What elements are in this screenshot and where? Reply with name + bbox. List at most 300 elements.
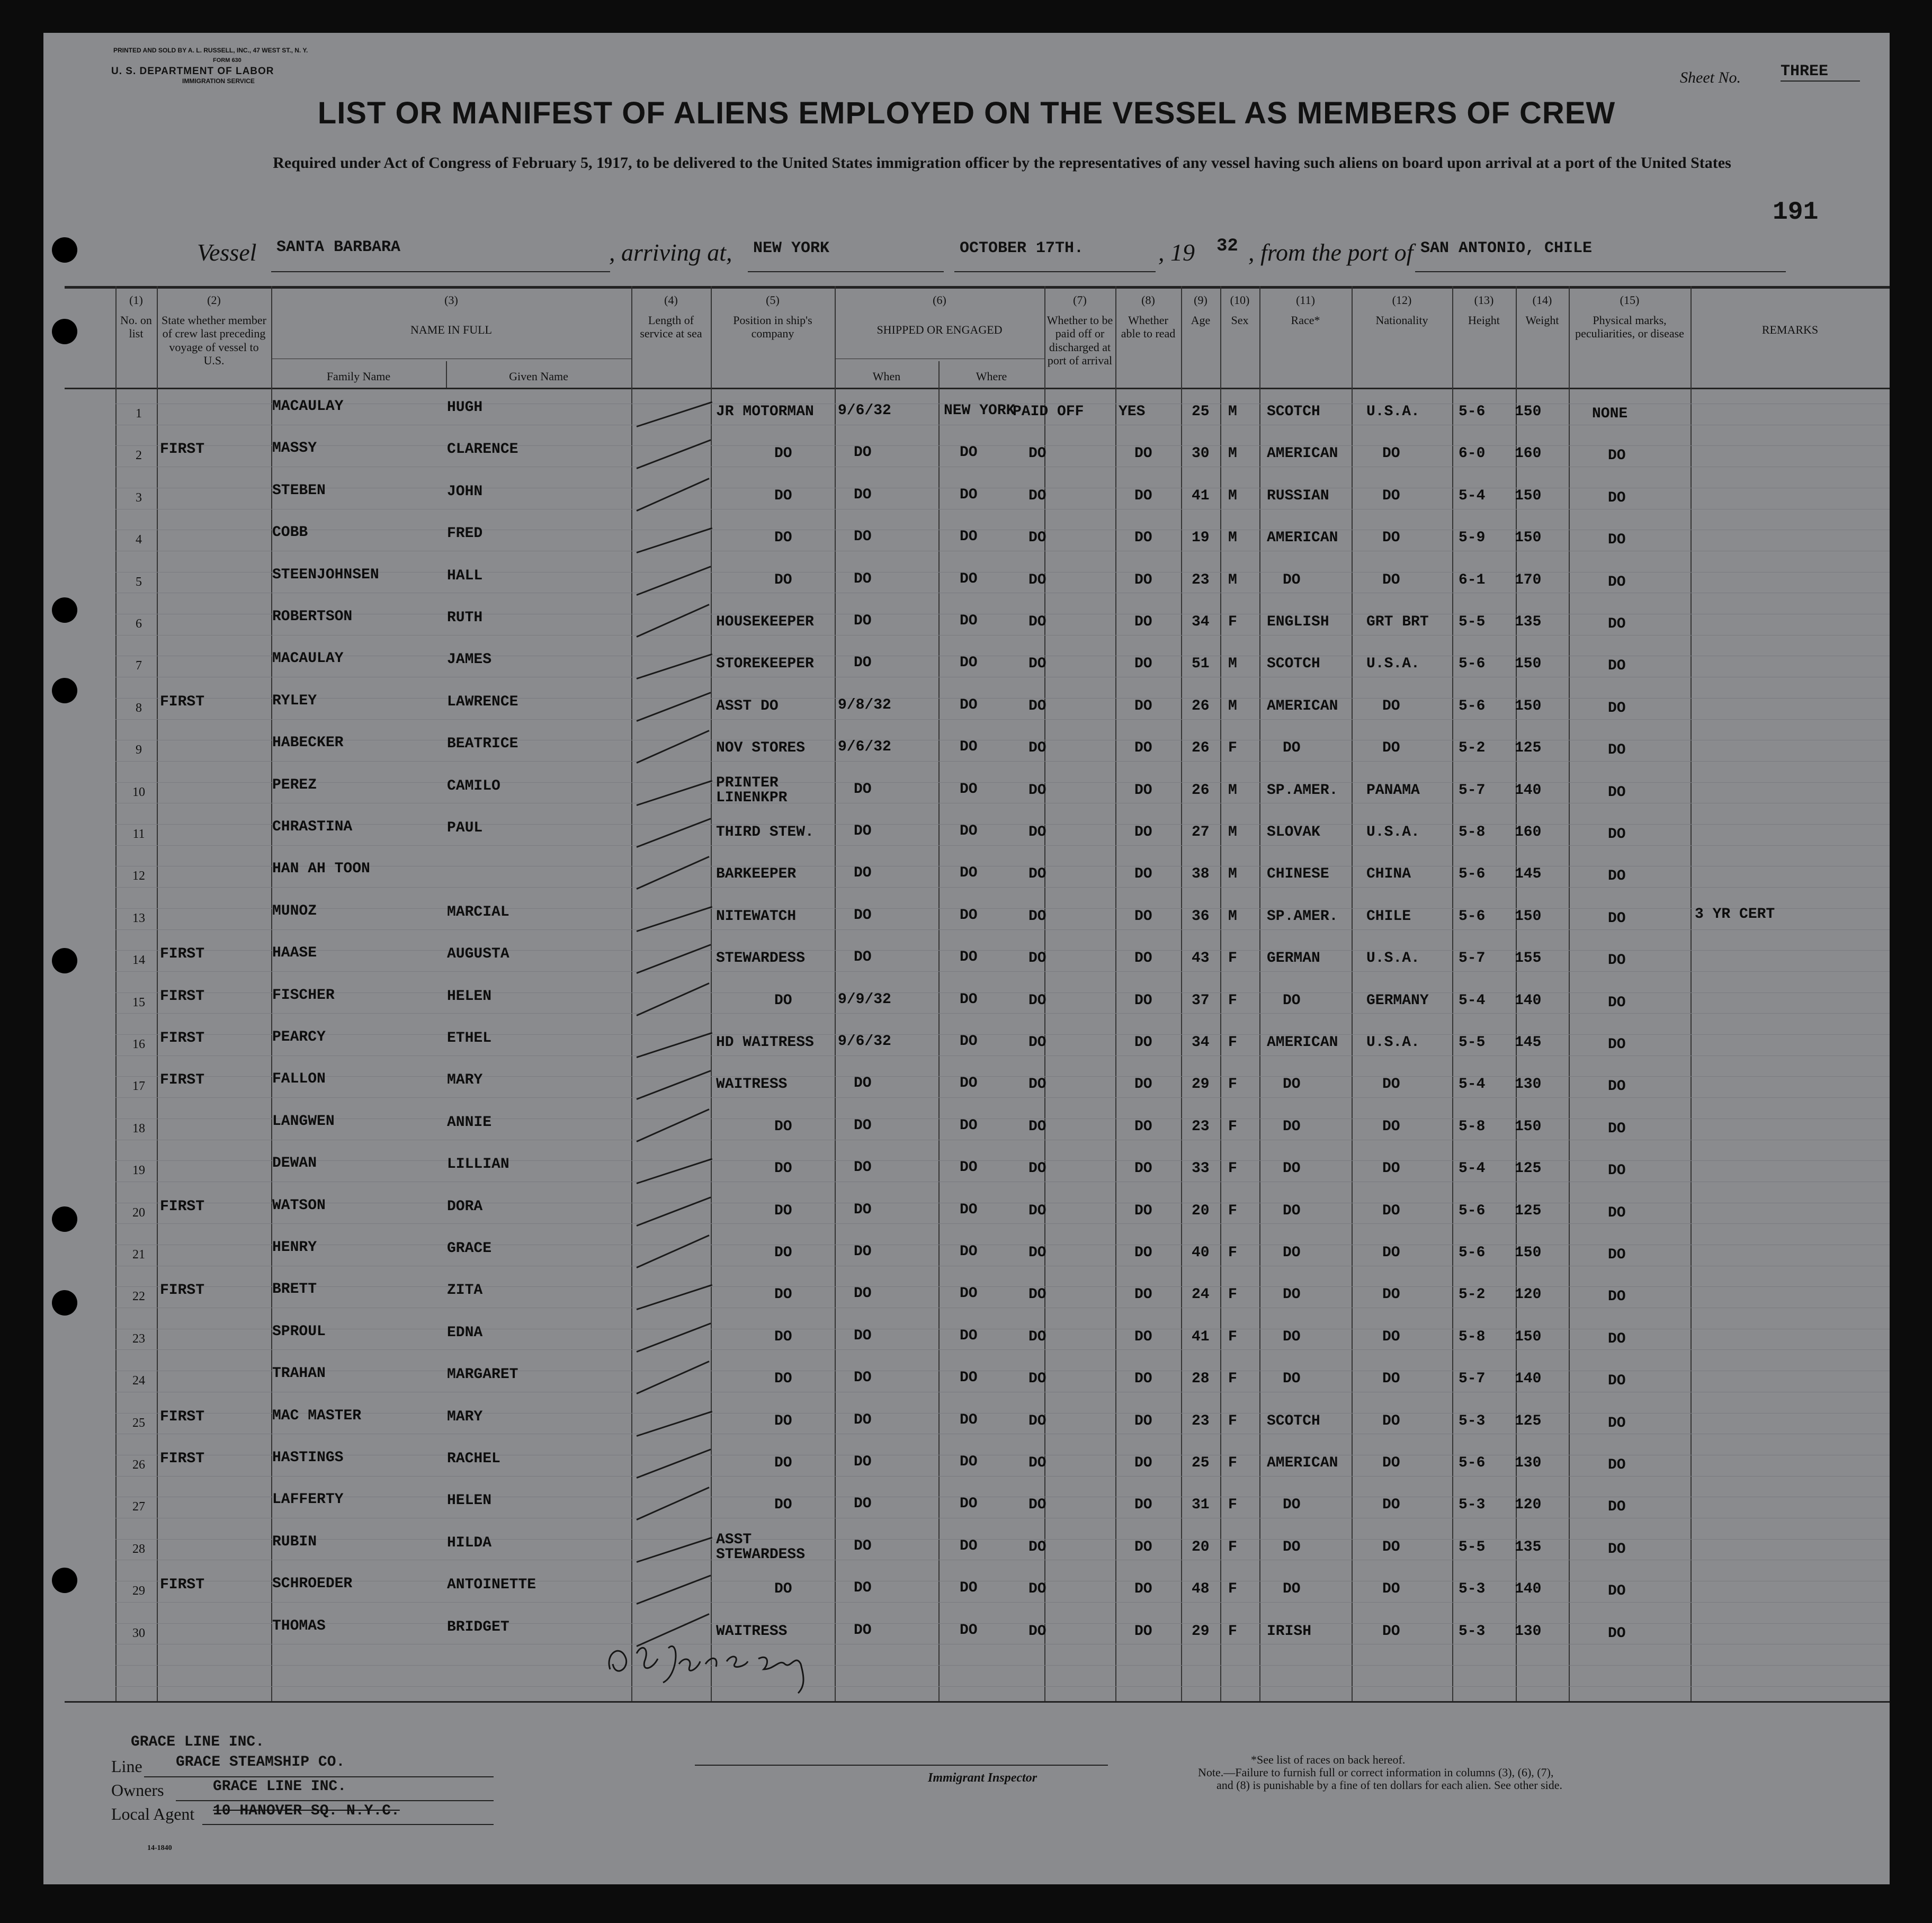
- cell-family: FISCHER: [272, 987, 335, 1004]
- cell-paid: DO: [1028, 571, 1046, 588]
- cell-height: 5-2: [1459, 1286, 1486, 1303]
- cell-read: DO: [1134, 1539, 1152, 1555]
- cell-pos: DO: [774, 530, 792, 547]
- column-number-13: (13): [1474, 293, 1494, 307]
- cell-age: 25: [1192, 1455, 1210, 1471]
- cell-weight: 150: [1515, 656, 1542, 673]
- cell-pos: WAITRESS: [716, 1076, 788, 1093]
- cell-height: 5-4: [1459, 1160, 1486, 1177]
- cell-marks: DO: [1608, 532, 1626, 549]
- cell-pos: THIRD STEW.: [716, 824, 814, 840]
- cell-weight: 150: [1515, 1118, 1542, 1135]
- form-code: 14-1840: [147, 1844, 172, 1852]
- cell-family: FALLON: [272, 1071, 326, 1088]
- cell-weight: 145: [1515, 1034, 1542, 1051]
- cell-race: DO: [1283, 1286, 1301, 1303]
- cell-height: 5-6: [1459, 1455, 1486, 1471]
- cell-paid: DO: [1028, 1497, 1046, 1514]
- row-number: 6: [136, 617, 142, 631]
- cell-marks: DO: [1608, 1289, 1626, 1305]
- cell-where: NEW YORK: [944, 403, 1015, 419]
- cell-when: DO: [854, 1159, 872, 1176]
- cell-height: 5-3: [1459, 1581, 1486, 1598]
- cell-marks: DO: [1608, 1373, 1626, 1390]
- cell-read: DO: [1134, 908, 1152, 925]
- cell-sex: F: [1228, 1371, 1237, 1388]
- cell-given: MARY: [447, 1408, 483, 1425]
- cell-marks: DO: [1608, 994, 1626, 1011]
- cell-height: 5-3: [1459, 1497, 1486, 1514]
- cell-where: DO: [960, 529, 978, 545]
- cell-weight: 150: [1515, 1328, 1542, 1345]
- cell-where: DO: [960, 444, 978, 461]
- cell-race: AMERICAN: [1267, 445, 1338, 462]
- cell-given: PAUL: [447, 820, 483, 836]
- cell-given: RUTH: [447, 610, 483, 626]
- cell-marks: DO: [1608, 574, 1626, 591]
- cell-marks: DO: [1608, 826, 1626, 843]
- service-tick: [636, 692, 711, 722]
- cell-read: DO: [1134, 614, 1152, 630]
- cell-given: DORA: [447, 1198, 483, 1215]
- cell-pos: NITEWATCH: [716, 908, 797, 925]
- cell-where: DO: [960, 823, 978, 839]
- row-number: 24: [132, 1374, 145, 1388]
- cell-where: DO: [960, 1244, 978, 1260]
- cell-height: 5-6: [1459, 866, 1486, 883]
- cell-age: 26: [1192, 782, 1210, 799]
- cell-weight: 130: [1515, 1455, 1542, 1471]
- cell-weight: 140: [1515, 1581, 1542, 1598]
- cell-marks: DO: [1608, 1457, 1626, 1473]
- page-subtitle: Required under Act of Congress of February 5, 1917, to be delivered to the United States immigration officer by the representatives of any vessel having such aliens on board upon arrival at a port of the United States: [273, 154, 1731, 172]
- cell-age: 26: [1192, 740, 1210, 757]
- service-tick: [636, 478, 709, 512]
- cell-nat: DO: [1382, 1497, 1400, 1514]
- cell-height: 5-5: [1459, 1034, 1486, 1051]
- cell-nat: DO: [1382, 445, 1400, 462]
- cell-given: GRACE: [447, 1240, 492, 1257]
- cell-paid: DO: [1028, 1371, 1046, 1388]
- cell-marks: DO: [1608, 742, 1626, 759]
- cell-race: DO: [1283, 1202, 1301, 1219]
- cell-prev: FIRST: [160, 441, 205, 458]
- cell-when: DO: [854, 1285, 872, 1302]
- cell-family: ROBERTSON: [272, 609, 353, 625]
- cell-when: 9/6/32: [838, 1033, 891, 1050]
- service-tick: [637, 906, 713, 932]
- cell-paid: DO: [1028, 1581, 1046, 1598]
- cell-pos: DO: [774, 1371, 792, 1388]
- cell-race: DO: [1283, 571, 1301, 588]
- column-header-13: Height: [1468, 314, 1500, 327]
- cell-marks: DO: [1608, 910, 1626, 927]
- row-number: 27: [132, 1500, 145, 1514]
- service-tick: [636, 1196, 711, 1227]
- column-number-1: (1): [129, 293, 143, 307]
- cell-sex: F: [1228, 1455, 1237, 1471]
- cell-family: WATSON: [272, 1197, 326, 1214]
- service-tick: [636, 604, 709, 638]
- cell-nat: CHILE: [1366, 908, 1411, 925]
- cell-sex: F: [1228, 1581, 1237, 1598]
- cell-age: 23: [1192, 1412, 1210, 1429]
- cell-height: 5-6: [1459, 908, 1486, 925]
- cell-nat: U.S.A.: [1366, 1034, 1420, 1051]
- cell-paid: DO: [1028, 445, 1046, 462]
- service-tick: [637, 1284, 713, 1310]
- cell-nat: DO: [1382, 1581, 1400, 1598]
- column-header-7: Whether to be paid off or discharged at port of arrival: [1046, 314, 1113, 367]
- cell-paid: DO: [1028, 1455, 1046, 1471]
- cell-weight: 170: [1515, 571, 1542, 588]
- cell-given: EDNA: [447, 1324, 483, 1341]
- cell-race: SLOVAK: [1267, 824, 1320, 840]
- cell-sex: F: [1228, 950, 1237, 967]
- cell-sex: F: [1228, 614, 1237, 630]
- cell-read: DO: [1134, 1202, 1152, 1219]
- footnote-penalty-1: Note.—Failure to furnish full or correct information in columns (3), (6), (7),: [1198, 1766, 1554, 1779]
- cell-when: DO: [854, 570, 872, 587]
- cell-race: DO: [1283, 1371, 1301, 1388]
- cell-where: DO: [960, 1327, 978, 1344]
- cell-height: 5-6: [1459, 1202, 1486, 1219]
- cell-marks: DO: [1608, 1541, 1626, 1558]
- cell-where: DO: [960, 1537, 978, 1554]
- cell-weight: 125: [1515, 740, 1542, 757]
- cell-pos: STOREKEEPER: [716, 656, 814, 673]
- cell-sex: M: [1228, 908, 1237, 925]
- cell-weight: 125: [1515, 1412, 1542, 1429]
- cell-age: 34: [1192, 614, 1210, 630]
- service-tick: [636, 944, 711, 974]
- row-number: 13: [132, 911, 145, 925]
- cell-height: 5-7: [1459, 782, 1486, 799]
- cell-when: DO: [854, 613, 872, 629]
- cell-race: DO: [1283, 1245, 1301, 1261]
- vessel-name: SANTA BARBARA: [276, 238, 401, 256]
- cell-paid: DO: [1028, 1412, 1046, 1429]
- row-number: 5: [136, 575, 142, 589]
- cell-family: HABECKER: [272, 735, 344, 752]
- cell-race: DO: [1283, 1328, 1301, 1345]
- cell-marks: DO: [1608, 616, 1626, 632]
- cell-given: MARCIAL: [447, 904, 509, 920]
- cell-paid: DO: [1028, 824, 1046, 840]
- cell-prev: FIRST: [160, 693, 205, 710]
- cell-weight: 125: [1515, 1160, 1542, 1177]
- cell-where: DO: [960, 739, 978, 756]
- cell-sex: M: [1228, 697, 1237, 714]
- column-header-3: NAME IN FULL: [410, 323, 492, 336]
- cell-read: DO: [1134, 950, 1152, 967]
- row-number: 8: [136, 701, 142, 715]
- cell-race: SCOTCH: [1267, 404, 1320, 420]
- cell-race: DO: [1283, 1539, 1301, 1555]
- subheader-family: Family Name: [326, 370, 391, 383]
- cell-age: 43: [1192, 950, 1210, 967]
- cell-weight: 150: [1515, 530, 1542, 547]
- agent-label: Local Agent: [111, 1804, 195, 1823]
- cell-read: DO: [1134, 656, 1152, 673]
- page-number: 191: [1773, 198, 1819, 227]
- cell-where: DO: [960, 1496, 978, 1513]
- cell-age: 34: [1192, 1034, 1210, 1051]
- row-number: 17: [132, 1079, 145, 1094]
- cell-given: ETHEL: [447, 1030, 492, 1047]
- cell-pos: DO: [774, 571, 792, 588]
- cell-height: 5-7: [1459, 950, 1486, 967]
- cell-pos: NOV STORES: [716, 740, 806, 757]
- cell-weight: 135: [1515, 614, 1542, 630]
- cell-family: PEREZ: [272, 776, 317, 793]
- cell-weight: 155: [1515, 950, 1542, 967]
- cell-prev: FIRST: [160, 1072, 205, 1089]
- cell-given: CLARENCE: [447, 441, 518, 458]
- service-tick: [637, 1537, 713, 1563]
- cell-read: DO: [1134, 1581, 1152, 1598]
- cell-read: YES: [1119, 404, 1146, 420]
- cell-nat: DO: [1382, 740, 1400, 757]
- cell-sex: F: [1228, 1034, 1237, 1051]
- cell-nat: DO: [1382, 530, 1400, 547]
- cell-paid: DO: [1028, 1202, 1046, 1219]
- cell-prev: FIRST: [160, 1030, 205, 1047]
- cell-nat: DO: [1382, 697, 1400, 714]
- cell-read: DO: [1134, 740, 1152, 757]
- sheet-label: Sheet No.: [1680, 69, 1741, 86]
- service-tick: [636, 1235, 709, 1268]
- page-title: LIST OR MANIFEST OF ALIENS EMPLOYED ON THE VESSEL AS MEMBERS OF CREW: [317, 96, 1616, 130]
- service-tick: [637, 1158, 713, 1184]
- cell-where: DO: [960, 696, 978, 713]
- cell-height: 5-8: [1459, 1118, 1486, 1135]
- cell-sex: F: [1228, 1497, 1237, 1514]
- owners-value: GRACE LINE INC.: [213, 1778, 347, 1795]
- cell-family: LANGWEN: [272, 1113, 335, 1130]
- cell-where: DO: [960, 1370, 978, 1387]
- cell-marks: DO: [1608, 700, 1626, 717]
- cell-weight: 140: [1515, 1371, 1542, 1388]
- cell-paid: DO: [1028, 530, 1046, 547]
- cell-weight: 160: [1515, 445, 1542, 462]
- cell-when: DO: [854, 444, 872, 461]
- column-header-16: REMARKS: [1761, 323, 1819, 336]
- cell-pos: DO: [774, 1160, 792, 1177]
- cell-when: DO: [854, 1580, 872, 1597]
- cell-sex: M: [1228, 656, 1237, 673]
- cell-race: DO: [1283, 1118, 1301, 1135]
- cell-race: RUSSIAN: [1267, 487, 1329, 504]
- cell-sex: F: [1228, 1286, 1237, 1303]
- column-header-10: Sex: [1231, 314, 1249, 327]
- cell-age: 23: [1192, 1118, 1210, 1135]
- row-number: 7: [136, 659, 142, 673]
- cell-race: DO: [1283, 740, 1301, 757]
- cell-paid: DO: [1028, 740, 1046, 757]
- row-number: 16: [132, 1037, 145, 1051]
- cell-pos: DO: [774, 1202, 792, 1219]
- cell-family: HASTINGS: [272, 1450, 344, 1466]
- cell-when: DO: [854, 781, 872, 798]
- cell-marks: DO: [1608, 1036, 1626, 1053]
- cell-nat: DO: [1382, 1412, 1400, 1429]
- cell-read: DO: [1134, 697, 1152, 714]
- cell-sex: F: [1228, 1539, 1237, 1555]
- cell-weight: 120: [1515, 1286, 1542, 1303]
- cell-weight: 130: [1515, 1076, 1542, 1093]
- cell-age: 41: [1192, 1328, 1210, 1345]
- cell-weight: 135: [1515, 1539, 1542, 1555]
- row-number: 25: [132, 1416, 145, 1430]
- cell-family: STEENJOHNSEN: [272, 566, 379, 583]
- cell-when: DO: [854, 1075, 872, 1092]
- cell-sex: M: [1228, 404, 1237, 420]
- service-tick: [636, 1070, 711, 1101]
- cell-where: DO: [960, 486, 978, 503]
- cell-age: 33: [1192, 1160, 1210, 1177]
- cell-given: ANNIE: [447, 1114, 492, 1131]
- cell-read: DO: [1134, 1455, 1152, 1471]
- cell-paid: DO: [1028, 1160, 1046, 1177]
- cell-paid: DO: [1028, 1034, 1046, 1051]
- cell-pos: BARKEEPER: [716, 866, 797, 883]
- cell-sex: F: [1228, 1160, 1237, 1177]
- vessel-label: Vessel: [197, 239, 257, 266]
- cell-sex: F: [1228, 1328, 1237, 1345]
- cell-pos: STEWARDESS: [716, 950, 806, 967]
- cell-where: DO: [960, 991, 978, 1008]
- cell-given: CAMILO: [447, 777, 500, 794]
- service-tick: [636, 1575, 711, 1605]
- cell-when: DO: [854, 865, 872, 882]
- column-header-12: Nationality: [1375, 314, 1428, 327]
- cell-height: 5-6: [1459, 697, 1486, 714]
- cell-height: 5-2: [1459, 740, 1486, 757]
- cell-given: HELEN: [447, 988, 492, 1005]
- cell-read: DO: [1134, 487, 1152, 504]
- column-number-12: (12): [1392, 293, 1412, 307]
- service-tick: [636, 566, 711, 596]
- cell-sex: F: [1228, 740, 1237, 757]
- row-number: 3: [136, 490, 142, 505]
- cell-where: DO: [960, 1159, 978, 1176]
- cell-given: MARY: [447, 1072, 483, 1089]
- row-number: 11: [132, 827, 145, 841]
- line-label: Line: [111, 1757, 142, 1776]
- cell-marks: DO: [1608, 1499, 1626, 1516]
- cell-family: MASSY: [272, 440, 317, 457]
- cell-race: DO: [1283, 1160, 1301, 1177]
- column-header-4: Length of service at sea: [640, 314, 702, 341]
- cell-paid: DO: [1028, 992, 1046, 1009]
- cell-weight: 125: [1515, 1202, 1542, 1219]
- arrival-date: OCTOBER 17TH.: [960, 239, 1084, 257]
- cell-nat: DO: [1382, 571, 1400, 588]
- cell-nat: DO: [1382, 1455, 1400, 1471]
- cell-nat: DO: [1382, 1371, 1400, 1388]
- column-header-8: Whether able to read: [1121, 314, 1176, 341]
- cell-where: DO: [960, 865, 978, 882]
- cell-paid: DO: [1028, 487, 1046, 504]
- cell-sex: M: [1228, 571, 1237, 588]
- cell-sex: M: [1228, 824, 1237, 840]
- cell-height: 5-8: [1459, 824, 1486, 840]
- cell-race: ENGLISH: [1267, 614, 1329, 630]
- cell-when: 9/6/32: [838, 739, 891, 756]
- cell-nat: DO: [1382, 1202, 1400, 1219]
- row-number: 15: [132, 995, 145, 1009]
- cell-given: ANTOINETTE: [447, 1577, 536, 1594]
- cell-where: DO: [960, 1201, 978, 1218]
- cell-age: 29: [1192, 1076, 1210, 1093]
- cell-family: PEARCY: [272, 1029, 326, 1045]
- cell-paid: DO: [1028, 1118, 1046, 1135]
- cell-weight: 150: [1515, 908, 1542, 925]
- service-tick: [636, 818, 711, 848]
- cell-family: MACAULAY: [272, 650, 344, 667]
- cell-family: RUBIN: [272, 1533, 317, 1550]
- cell-race: DO: [1283, 1497, 1301, 1514]
- cell-marks: DO: [1608, 489, 1626, 506]
- cell-race: SP.AMER.: [1267, 782, 1338, 799]
- cell-when: DO: [854, 1201, 872, 1218]
- cell-nat: DO: [1382, 1245, 1400, 1261]
- cell-family: HAASE: [272, 945, 317, 962]
- cell-family: SCHROEDER: [272, 1576, 353, 1593]
- cell-age: 25: [1192, 404, 1210, 420]
- cell-weight: 150: [1515, 697, 1542, 714]
- cell-sex: M: [1228, 445, 1237, 462]
- cell-remarks: 3 YR CERT: [1695, 906, 1775, 923]
- owners-label: Owners: [111, 1781, 164, 1800]
- cell-weight: 160: [1515, 824, 1542, 840]
- row-number: 18: [132, 1121, 145, 1135]
- cell-when: DO: [854, 1622, 872, 1639]
- from-label: , from the port of: [1248, 239, 1414, 266]
- row-number: 10: [132, 785, 145, 799]
- column-number-8: (8): [1141, 293, 1155, 307]
- manifest-sheet: [43, 33, 1890, 1884]
- cell-sex: F: [1228, 1623, 1237, 1640]
- cell-where: DO: [960, 907, 978, 924]
- cell-read: DO: [1134, 571, 1152, 588]
- cell-height: 5-6: [1459, 656, 1486, 673]
- cell-given: LAWRENCE: [447, 693, 518, 710]
- row-number: 4: [136, 533, 142, 547]
- row-number: 9: [136, 743, 142, 757]
- cell-family: DEWAN: [272, 1155, 317, 1172]
- cell-marks: DO: [1608, 784, 1626, 801]
- column-number-11: (11): [1296, 293, 1315, 307]
- service-name: IMMIGRATION SERVICE: [182, 77, 255, 85]
- cell-pos: DO: [774, 1328, 792, 1345]
- row-number: 19: [132, 1164, 145, 1178]
- cell-when: DO: [854, 1370, 872, 1387]
- cell-race: GERMAN: [1267, 950, 1320, 967]
- cell-pos: ASST DO: [716, 697, 779, 714]
- cell-read: DO: [1134, 1245, 1152, 1261]
- row-number: 1: [136, 407, 142, 421]
- cell-weight: 140: [1515, 782, 1542, 799]
- cell-pos: DO: [774, 445, 792, 462]
- cell-nat: GERMANY: [1366, 992, 1429, 1009]
- column-number-7: (7): [1073, 293, 1087, 307]
- from-port: SAN ANTONIO, CHILE: [1420, 239, 1593, 257]
- cell-marks: DO: [1608, 1415, 1626, 1432]
- cell-read: DO: [1134, 1034, 1152, 1051]
- cell-read: DO: [1134, 824, 1152, 840]
